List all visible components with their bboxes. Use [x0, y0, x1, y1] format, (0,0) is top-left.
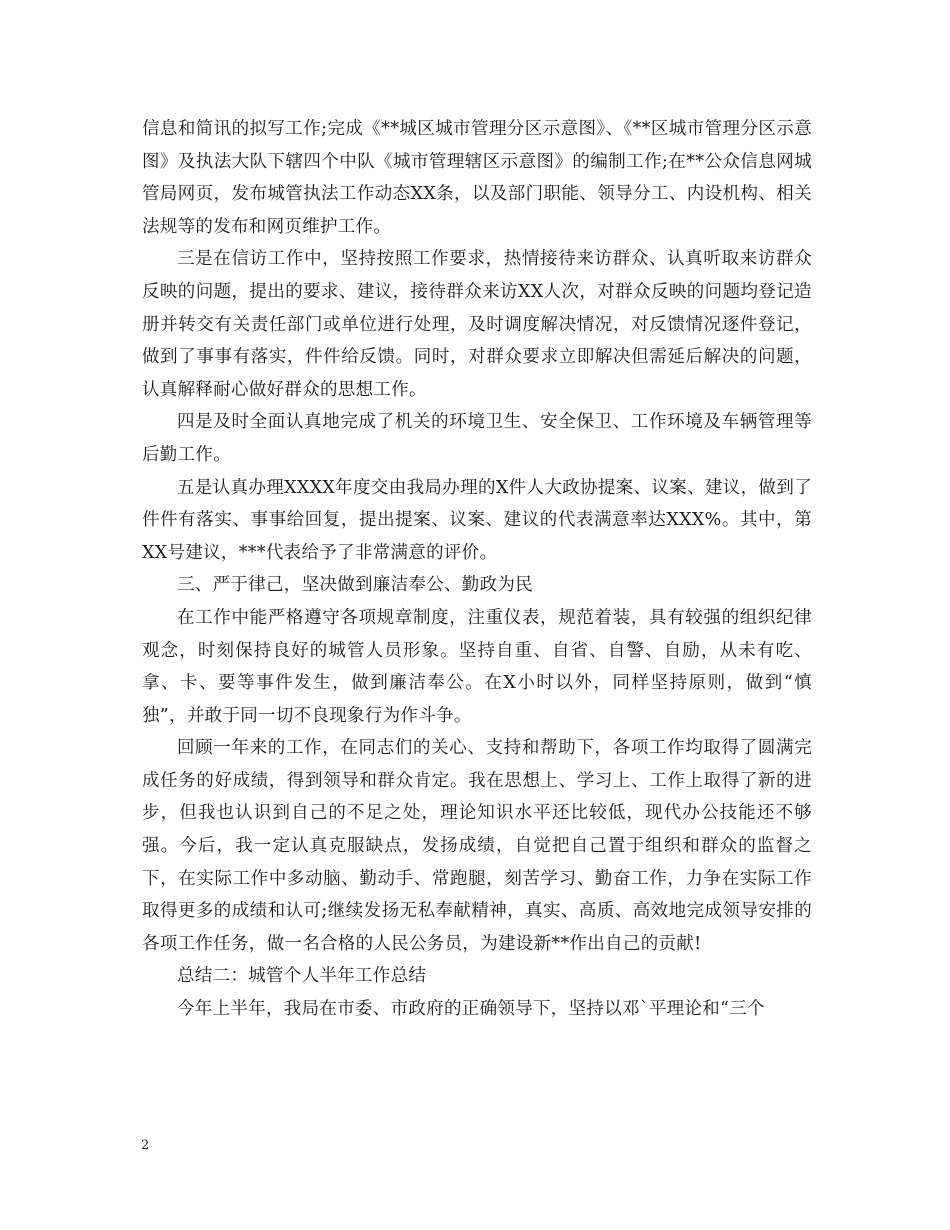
paragraph-petition-work: 三是在信访工作中，坚持按照工作要求，热情接待来访群众、认真听取来访群众反映的问题，提出的要求、建议，接待群众来访XX人次，对群众反映的问题均登记造册并转交有关责任部门或单位进行处理，及时调度解决情况，对反馈情况逐件登记，做到了事事有落实，件件给反馈。同时，对群众要求立即解决但需延后解决的问题，认真解释耐心做好群众的思想工作。 — [142, 249, 812, 400]
paragraph-half-year-intro: 今年上半年，我局在市委、市政府的正确领导下，坚持以邓`平理论和“三个 — [177, 999, 765, 1020]
paragraph-review: 回顾一年来的工作，在同志们的关心、支持和帮助下，各项工作均取得了圆满完成任务的好成绩，得到领导和群众肯定。我在思想上、学习上、工作上取得了新的进步，但我也认识到自己的不足之处，理论知识水平还比较低，现代办公技能还不够强。今后，我一定认真克服缺点，发扬成绩，自觉把自己置于组织和群众的监督之下，在实际工作中多动脑、勤动手、常跑腿，刻苦学习、勤奋工作，力争在实际工作取得更多的成绩和认可;继续发扬无私奉献精神，真实、高质、高效地完成领导安排的各项工作任务，做一名合格的人民公务员，为建设新**作出自己的贡献! — [142, 738, 812, 954]
document-body — [142, 113, 812, 1026]
paragraph-discipline: 在工作中能严格遵守各项规章制度，注重仪表，规范着装，具有较强的组织纪律观念，时刻保持良好的城管人员形象。坚持自重、自省、自警、自励，从未有吃、拿、卡、要等事件发生，做到廉洁奉公。在X小时以外，同样坚持原则，做到“慎独”，并敢于同一切不良现象行为作斗争。 — [142, 607, 812, 726]
paragraph-continuation: 信息和简讯的拟写工作;完成《**城区城市管理分区示意图》、《**区城市管理分区示意图》及执法大队下辖四个中队《城市管理辖区示意图》的编制工作;在**公众信息网城管局网页，发布城管执法工作动态XX条，以及部门职能、领导分工、内设机构、相关法规等的发布和网页维护工作。 — [142, 119, 812, 237]
page-number: 2 — [141, 1138, 150, 1153]
paragraph-proposals: 五是认真办理XXXX年度交由我局办理的X件人大政协提案、议案、建议，做到了件件有落实、事事给回复，提出提案、议案、建议的代表满意率达XXX%。其中，第XX号建议，***代表给予了非常满意的评价。 — [142, 477, 812, 563]
paragraph-logistics-work: 四是及时全面认真地完成了机关的环境卫生、安全保卫、工作环境及车辆管理等后勤工作。 — [142, 412, 812, 465]
section-heading-discipline: 三、严于律己，坚决做到廉洁奉公、勤政为民 — [177, 575, 533, 596]
section-heading-summary-two: 总结二：城管个人半年工作总结 — [177, 966, 427, 987]
